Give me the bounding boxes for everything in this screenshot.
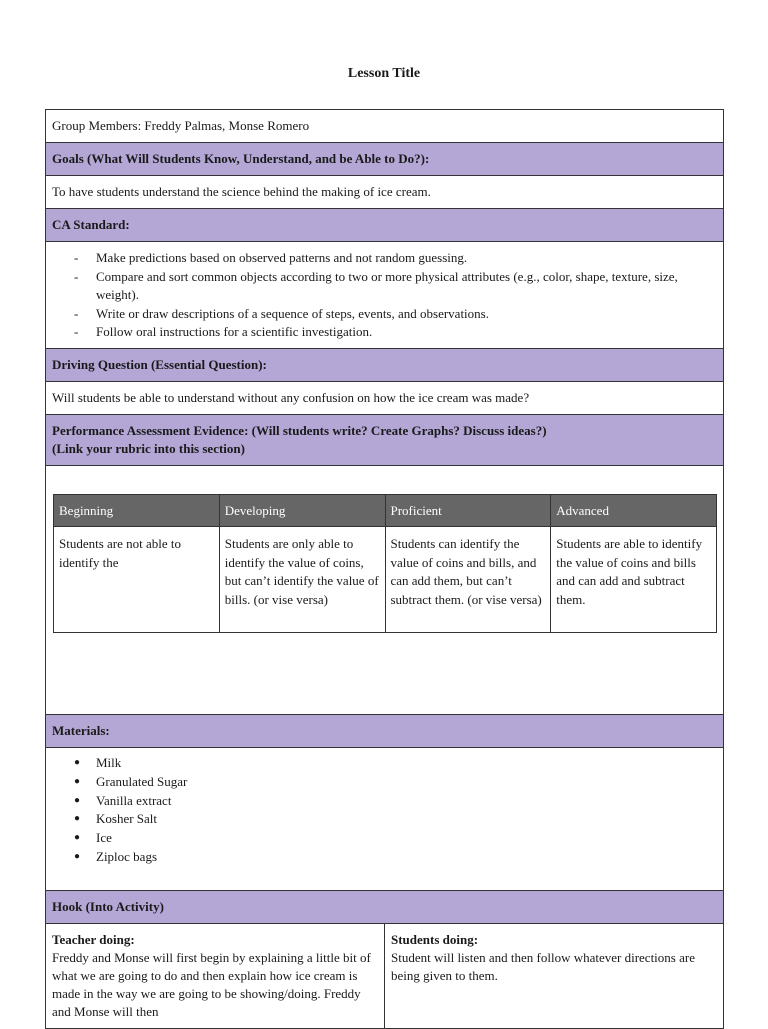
standard-list-cell: [46, 242, 724, 349]
materials-item: ● Vanilla extract: [52, 792, 717, 811]
materials-item: ● Milk: [52, 754, 717, 773]
teacher-doing-label: Teacher doing:: [52, 932, 135, 947]
standard-heading: CA Standard:: [52, 217, 130, 232]
materials-item: ● Ice: [52, 829, 717, 848]
teacher-doing-cell: [46, 924, 385, 1029]
standard-heading-cell: [46, 209, 724, 242]
rubric-header-advanced: Advanced: [551, 495, 717, 527]
standard-item: - Compare and sort common objects according to two or more physical attributes (e.g., color, shape, texture, size, weight).: [52, 268, 717, 305]
students-doing-label: Students doing:: [391, 932, 479, 947]
teacher-doing-text: Freddy and Monse will first begin by explaining a little bit of what we are going to do and then explain how ice cream is made in the way we are going to be showing/doing. Freddy and Monse will then: [52, 950, 371, 1019]
rubric-header-beginning: Beginning: [54, 495, 220, 527]
lesson-plan-table: [45, 109, 724, 1029]
performance-heading-cell: [46, 415, 724, 466]
rubric-cell: [46, 466, 724, 715]
driving-question-heading-cell: [46, 349, 724, 382]
materials-item: ● Kosher Salt: [52, 810, 717, 829]
goals-text-cell: [46, 176, 724, 209]
performance-heading: [52, 415, 717, 465]
standard-item: - Follow oral instructions for a scientific investigation.: [52, 323, 717, 342]
hook-heading: Hook (Into Activity): [52, 899, 164, 914]
performance-heading-line2: (Link your rubric into this section): [52, 441, 245, 456]
driving-question-text-cell: [46, 382, 724, 415]
rubric-cell-beginning: Students are not able to identify the: [54, 527, 220, 633]
rubric-header-proficient: Proficient: [385, 495, 551, 527]
standard-item: - Write or draw descriptions of a sequence of steps, events, and observations.: [52, 305, 717, 324]
goals-heading-cell: [46, 143, 724, 176]
hook-heading-cell: [46, 891, 724, 924]
goals-text: To have students understand the science behind the making of ice cream.: [52, 184, 431, 199]
materials-list-cell: [46, 748, 724, 891]
group-members: Group Members: Freddy Palmas, Monse Romero: [52, 118, 310, 133]
materials-item: ● Ziploc bags: [52, 848, 717, 867]
performance-heading-line1: Performance Assessment Evidence: (Will students write? Create Graphs? Discuss ideas?): [52, 423, 547, 438]
materials-heading: Materials:: [52, 723, 110, 738]
materials-item: ● Granulated Sugar: [52, 773, 717, 792]
rubric-cell-proficient: Students can identify the value of coins and bills, and can add them, but can’t subtract them. (or vise versa): [385, 527, 551, 633]
group-members-cell: [46, 110, 724, 143]
goals-heading: Goals (What Will Students Know, Understand, and be Able to Do?):: [52, 151, 430, 166]
rubric-table: [53, 494, 717, 633]
driving-question-text: Will students be able to understand without any confusion on how the ice cream was made?: [52, 390, 530, 405]
lesson-title: Lesson Title: [347, 66, 421, 81]
standard-item: - Make predictions based on observed patterns and not random guessing.: [52, 249, 717, 268]
materials-heading-cell: [46, 715, 724, 748]
students-doing-text: Student will listen and then follow whatever directions are being given to them.: [391, 950, 695, 983]
driving-question-heading: Driving Question (Essential Question):: [52, 357, 267, 372]
students-doing-cell: [385, 924, 724, 1029]
rubric-header-developing: Developing: [219, 495, 385, 527]
standard-list: [52, 242, 717, 342]
materials-list: [52, 748, 717, 867]
rubric-cell-developing: Students are only able to identify the value of coins, but can’t identify the value of bills. (or vise versa): [219, 527, 385, 633]
rubric-cell-advanced: Students are able to identify the value of coins and bills and can add and subtract them.: [551, 527, 717, 633]
